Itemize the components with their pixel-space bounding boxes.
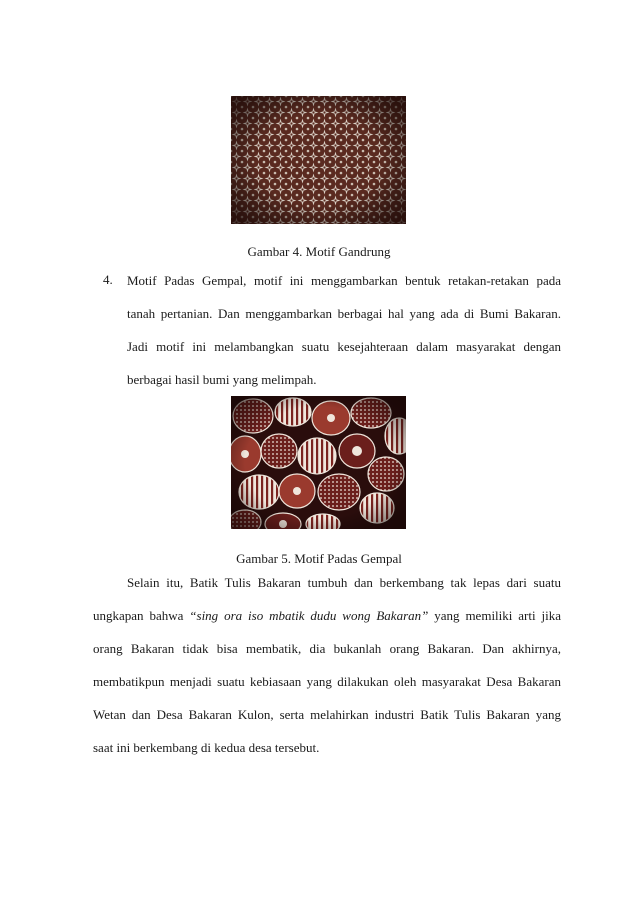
batik-gandrung-icon (231, 96, 406, 224)
javanese-saying-quote: “sing ora iso mbatik dudu wong Bakaran” (189, 608, 429, 623)
body-paragraph (93, 566, 561, 764)
batik-padas-gempal-image (231, 396, 406, 529)
list-item-number: 4. (103, 272, 113, 287)
paragraph-text: yang memiliki arti jika (428, 608, 562, 623)
figure-5-caption: Gambar 5. Motif Padas Gempal (236, 551, 402, 566)
paragraph-line: Wetan dan Desa Bakaran Kulon, serta melahirkan industri Batik Tulis Bakaran yang (93, 707, 561, 722)
list-item-line: tanah pertanian. Dan menggambarkan berbagai hal yang ada di Bumi Bakaran. (127, 306, 561, 321)
batik-padas-gempal-icon (231, 396, 406, 529)
list-item-text (127, 264, 561, 396)
paragraph-line: membatikpun menjadi suatu kebiasaan yang dilakukan oleh masyarakat Desa Bakaran (93, 674, 561, 689)
list-item-line: Jadi motif ini melambangkan suatu kesejahteraan dalam masyarakat dengan (127, 339, 561, 354)
paragraph-line-with-quote (93, 599, 561, 632)
paragraph-line: saat ini berkembang di kedua desa tersebut. (93, 740, 320, 755)
paragraph-line: orang Bakaran tidak bisa membatik, dia bukanlah orang Bakaran. Dan akhirnya, (93, 641, 561, 656)
list-item-line: Motif Padas Gempal, motif ini menggambarkan bentuk retakan-retakan pada (127, 273, 561, 288)
figure-4-caption: Gambar 4. Motif Gandrung (247, 244, 391, 259)
paragraph-line: Selain itu, Batik Tulis Bakaran tumbuh dan berkembang tak lepas dari suatu (127, 575, 561, 590)
batik-gandrung-image (231, 96, 406, 224)
paragraph-text: ungkapan bahwa (93, 608, 190, 623)
list-item-line: berbagai hasil bumi yang melimpah. (127, 372, 317, 387)
